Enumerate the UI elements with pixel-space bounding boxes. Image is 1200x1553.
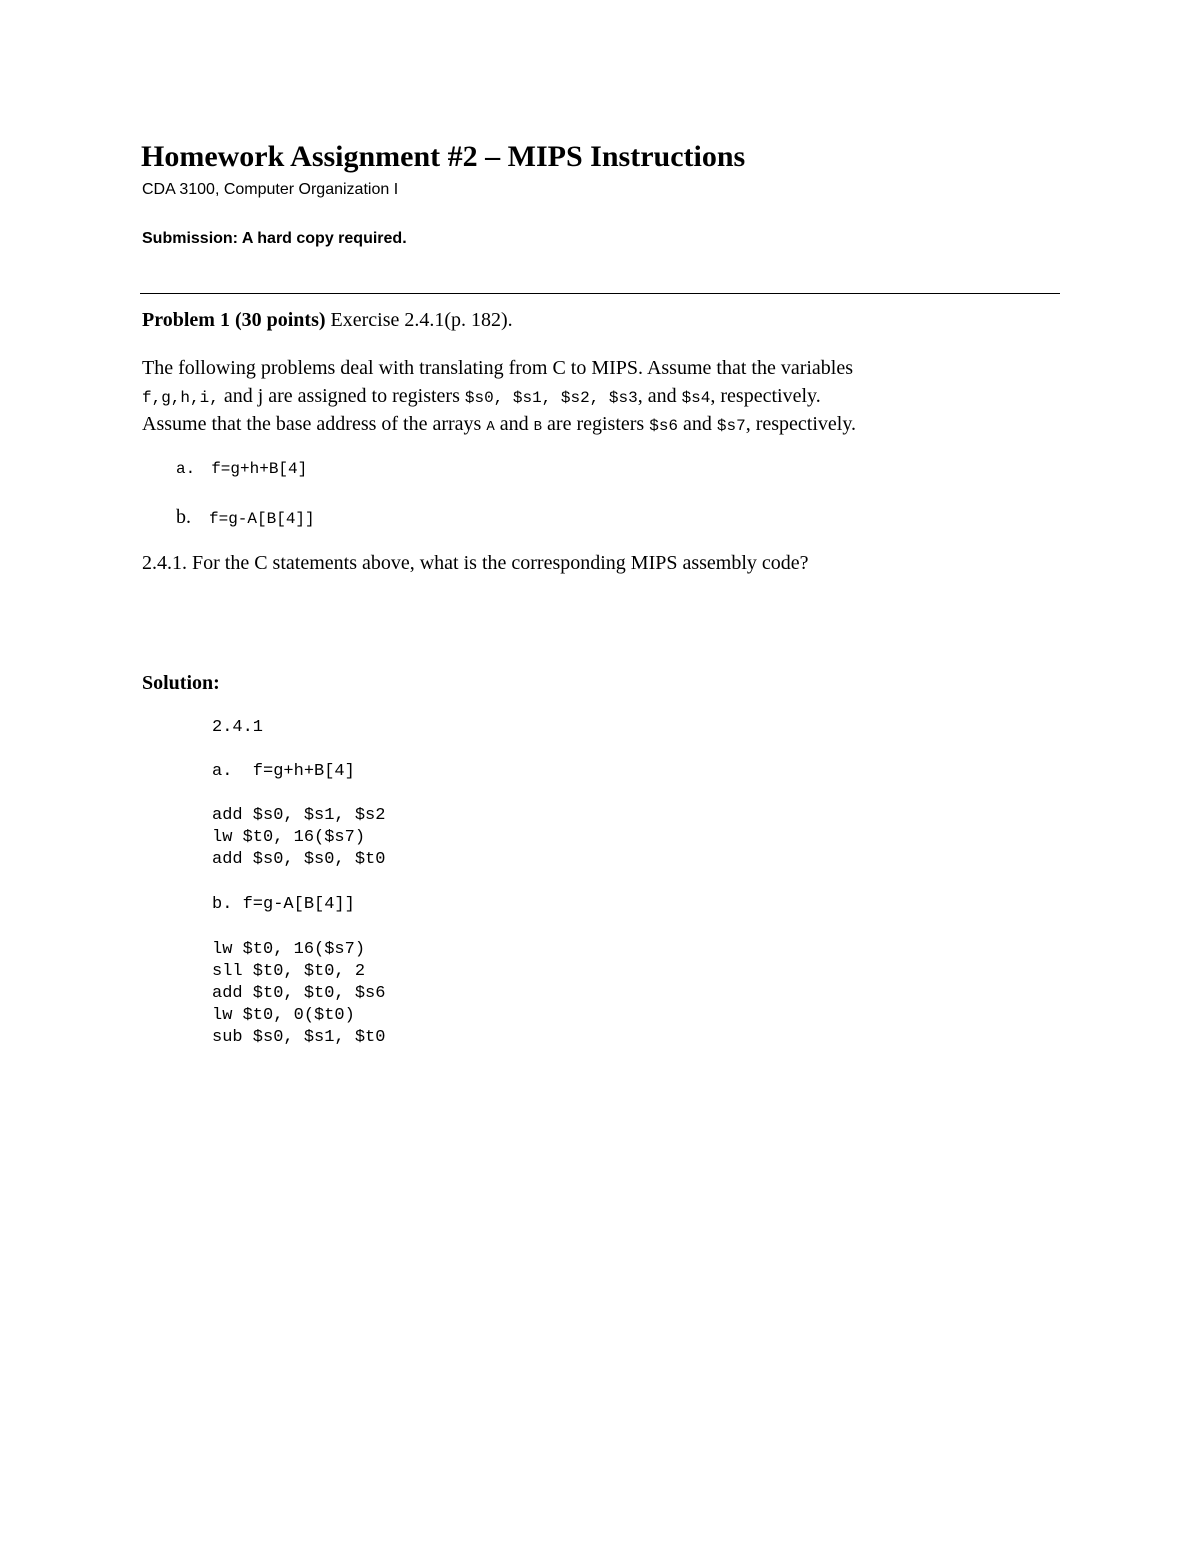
solution-heading: Solution: [142, 672, 220, 694]
course-subtitle: CDA 3100, Computer Organization I [142, 181, 399, 198]
intro-text: Assume that the base address of the arrays [142, 413, 487, 435]
intro-text: , and [637, 385, 682, 407]
code-line: add $s0, $s1, $s2 [212, 806, 386, 825]
question-text: 2.4.1. For the C statements above, what is the corresponding MIPS assembly code? [142, 552, 809, 574]
registers-list: $s0, $s1, $s2, $s3 [464, 389, 638, 407]
code-line: add $s0, $s0, $t0 [212, 850, 386, 869]
register-s4: $s4 [681, 389, 711, 407]
list-item [176, 506, 315, 529]
intro-text: , respectively. [745, 413, 857, 435]
code-line: lw $t0, 16($s7) [212, 940, 366, 959]
list-item [176, 460, 307, 478]
array-a: A [486, 419, 495, 435]
intro-text: , respectively. [710, 385, 821, 407]
problem-label: Problem 1 (30 points) [142, 309, 326, 331]
code-line: sll $t0, $t0, 2 [212, 962, 366, 981]
register-s7: $s7 [716, 417, 746, 435]
solution-part-b-label: b. f=g-A[B[4]] [212, 895, 355, 914]
array-b: B [533, 419, 543, 435]
intro-text: and [678, 413, 717, 435]
problem-intro-line-3 [142, 410, 856, 441]
intro-text: and j are assigned to registers [218, 385, 465, 407]
register-s6: $s6 [649, 417, 679, 435]
item-code: f=g-A[B[4]] [209, 510, 315, 528]
code-line: sub $s0, $s1, $t0 [212, 1028, 386, 1047]
solution-section: 2.4.1 [212, 718, 264, 737]
item-code: f=g+h+B[4] [211, 460, 308, 478]
intro-text: are registers [542, 413, 650, 435]
problem-intro-line-2 [142, 382, 821, 412]
intro-text: and [494, 413, 534, 435]
code-line: add $t0, $t0, $s6 [212, 984, 386, 1003]
submission-note: Submission: A hard copy required. [142, 230, 407, 247]
solution-part-a-label: a. f=g+h+B[4] [212, 762, 355, 781]
code-line: lw $t0, 0($t0) [212, 1006, 355, 1025]
item-letter: a. [176, 460, 196, 478]
horizontal-divider [140, 293, 1060, 294]
item-letter: b. [176, 506, 191, 528]
page-title: Homework Assignment #2 – MIPS Instructions [141, 140, 746, 173]
problem-heading [142, 309, 513, 332]
problem-exercise: Exercise 2.4.1(p. 182). [325, 309, 513, 331]
code-line: lw $t0, 16($s7) [212, 828, 366, 847]
problem-intro-line-1: The following problems deal with translating from C to MIPS. Assume that the variables [142, 357, 854, 379]
variables-list: f,g,h,i, [142, 389, 219, 407]
